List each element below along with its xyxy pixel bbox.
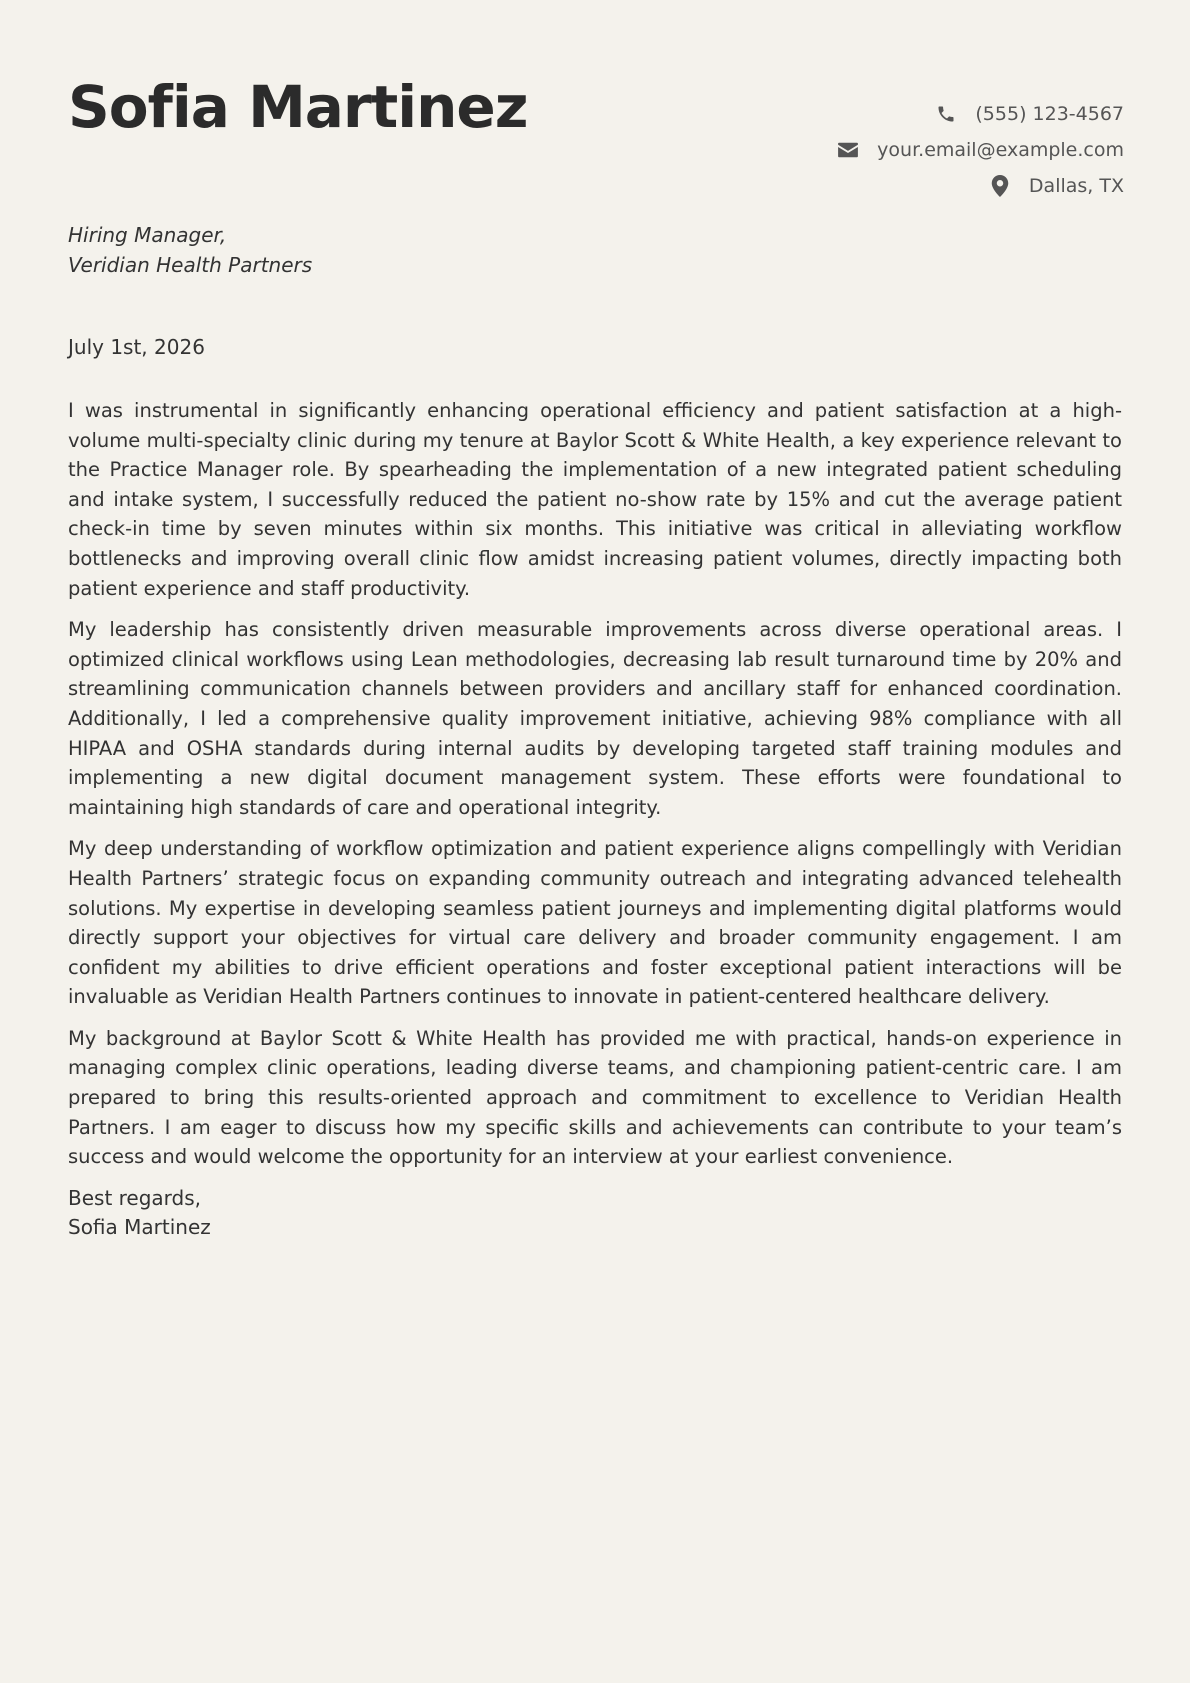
letter-body xyxy=(68,396,1122,1243)
contact-email xyxy=(837,132,1124,168)
body-paragraph-2: My leadership has consistently driven measurable improvements across diverse operational areas. I optimized clinical workflows using Lean methodologies, decreasing lab result turnaround time by 20% and streamlining communication channels between providers and ancillary staff for enhanced coordination. Additionally, I led a comprehensive quality improvement initiative, achieving 98% compliance with all HIPAA and OSHA standards during internal audits by developing targeted staff training modules and implementing a new digital document management system. These efforts were foundational to maintaining high standards of care and operational integrity. xyxy=(68,618,1122,819)
closing-salutation: Best regards, xyxy=(68,1185,202,1210)
letter-date: July 1st, 2026 xyxy=(68,335,205,359)
body-paragraph-1: I was instrumental in significantly enhancing operational efficiency and patient satisfaction at a high-volume multi-specialty clinic during my tenure at Baylor Scott & White Health, a key experience relevant to the Practice Manager role. By spearheading the implementation of a new integrated patient scheduling and intake system, I successfully reduced the patient no-show rate by 15% and cut the average patient check-in time by seven minutes within six months. This initiative was critical in alleviating workflow bottlenecks and improving overall clinic flow amidst increasing patient volumes, directly impacting both patient experience and staff productivity. xyxy=(68,399,1122,600)
location-text: Dallas, TX xyxy=(1028,175,1124,197)
closing-signature: Sofia Martinez xyxy=(68,1215,211,1240)
cover-letter-page xyxy=(68,0,1124,1683)
letter-closing xyxy=(68,1184,1122,1243)
applicant-name: Sofia Martinez xyxy=(68,73,528,141)
phone-icon xyxy=(935,103,957,125)
email-address: your.email@example.com xyxy=(877,139,1124,161)
letter-header xyxy=(68,0,1124,210)
contact-location xyxy=(837,168,1124,204)
contact-phone xyxy=(837,96,1124,132)
body-paragraph-3: My deep understanding of workflow optimization and patient experience aligns compellingly with Veridian Health Partners’ strategic focus on expanding community outreach and integrating advanced telehealth solutions. My expertise in developing seamless patient journeys and implementing digital platforms would directly support your objectives for virtual care delivery and broader community engagement. I am confident my abilities to drive efficient operations and foster exceptional patient interactions will be invaluable as Veridian Health Partners continues to innovate in patient-centered healthcare delivery. xyxy=(68,837,1122,1009)
envelope-icon xyxy=(837,139,859,161)
phone-number: (555) 123-4567 xyxy=(975,103,1124,125)
recipient-company: Veridian Health Partners xyxy=(68,253,313,277)
recipient-title: Hiring Manager, xyxy=(68,223,227,247)
contact-block xyxy=(837,96,1124,204)
map-pin-icon xyxy=(989,175,1011,197)
recipient-block xyxy=(68,220,312,280)
body-paragraph-4: My background at Baylor Scott & White Health has provided me with practical, hands-on experience in managing complex clinic operations, leading diverse teams, and championing patient-centric care. I am prepared to bring this results-oriented approach and commitment to excellence to Veridian Health Partners. I am eager to discuss how my specific skills and achievements can contribute to your team’s success and would welcome the opportunity for an interview at your earliest convenience. xyxy=(68,1026,1122,1169)
